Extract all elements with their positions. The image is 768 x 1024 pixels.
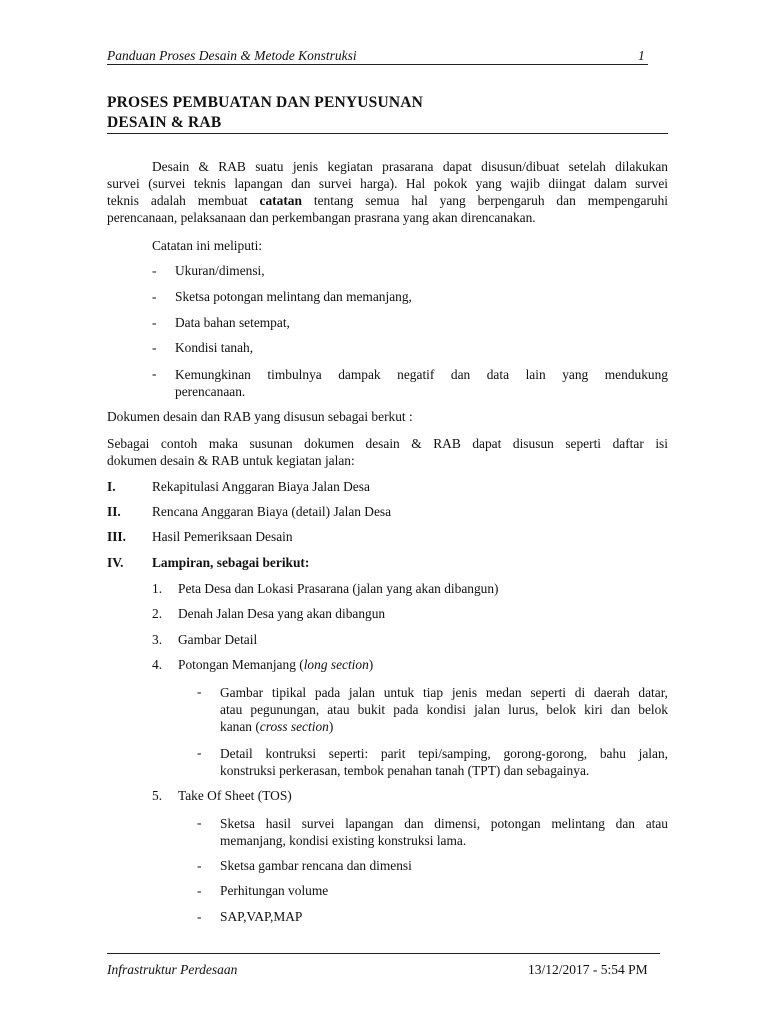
doc-intro: Dokumen desain dan RAB yang disusun sebagai berkut : xyxy=(107,409,413,424)
sub-item xyxy=(220,745,668,779)
footer-rule xyxy=(107,953,660,954)
note-item: Ukuran/dimensi, xyxy=(175,263,265,278)
numbered-item: Denah Jalan Desa yang akan dibangun xyxy=(178,606,386,621)
list-number: 4. xyxy=(152,657,163,672)
sub-item-line: memanjang, kondisi existing konstruksi lama. xyxy=(220,833,467,848)
sub-text: ) xyxy=(328,719,334,734)
sub-item: SAP,VAP,MAP xyxy=(220,909,303,924)
sub-item xyxy=(220,815,668,849)
sub-item: Sketsa gambar rencana dan dimensi xyxy=(220,858,412,873)
doc-title-line-1: PROSES PEMBUATAN DAN PENYUSUNAN xyxy=(107,94,424,111)
bullet-dash: - xyxy=(197,745,202,760)
sub-italic-text: cross section xyxy=(259,719,329,734)
numbered-item: Peta Desa dan Lokasi Prasarana (jalan yang akan dibangun) xyxy=(178,581,499,596)
sub-item-line: atau pegunungan, atau bukit pada kondisi jalan lurus, belok kiri dan belok xyxy=(220,702,668,717)
roman-numeral: III. xyxy=(107,529,126,544)
intro-paragraph xyxy=(107,158,668,226)
intro-line: perencanaan, pelaksanaan dan perkembangan prasrana yang akan direncanakan. xyxy=(107,210,536,225)
roman-numeral: IV. xyxy=(107,555,124,570)
list-number: 2. xyxy=(152,606,163,621)
bullet-dash: - xyxy=(197,815,202,830)
intro-bold-word: catatan xyxy=(259,193,302,208)
sub-item-line: Detail kontruksi seperti: parit tepi/samping, gorong-gorong, bahu jalan, xyxy=(220,746,668,761)
roman-item: Rencana Anggaran Biaya (detail) Jalan Desa xyxy=(152,504,392,519)
sub-item-line: Gambar tipikal pada jalan untuk tiap jenis medan seperti di daerah datar, xyxy=(220,685,668,700)
example-line: dokumen desain & RAB untuk kegiatan jalan: xyxy=(107,453,355,468)
note-item: Sketsa potongan melintang dan memanjang, xyxy=(175,289,412,304)
list-number: 5. xyxy=(152,788,163,803)
item-italic-text: long section xyxy=(303,657,369,672)
example-line: Sebagai contoh maka susunan dokumen desain & RAB dapat disusun seperti daftar isi xyxy=(107,436,668,451)
bullet-dash: - xyxy=(152,289,157,304)
bullet-dash: - xyxy=(197,909,202,924)
note-line: perencanaan. xyxy=(175,384,246,399)
roman-item: Lampiran, sebagai berikut: xyxy=(152,555,310,570)
header-rule xyxy=(107,64,648,65)
numbered-item: Gambar Detail xyxy=(178,632,258,647)
sub-text: kanan ( xyxy=(220,719,260,734)
item-text: Potongan Memanjang ( xyxy=(178,657,304,672)
sub-item-line xyxy=(220,718,668,735)
sub-item xyxy=(220,684,668,735)
list-number: 1. xyxy=(152,581,163,596)
bullet-dash: - xyxy=(152,315,157,330)
bullet-dash: - xyxy=(197,684,202,699)
bullet-dash: - xyxy=(197,858,202,873)
intro-line: survei (survei teknis lapangan dan survei harga). Hal pokok yang wajib diingat dalam survei xyxy=(107,176,668,191)
bullet-dash: - xyxy=(152,263,157,278)
roman-numeral: I. xyxy=(107,479,116,494)
footer-timestamp: 13/12/2017 - 5:54 PM xyxy=(528,962,648,977)
running-footer: Infrastruktur Perdesaan xyxy=(107,962,238,977)
numbered-item xyxy=(178,657,373,673)
bullet-dash: - xyxy=(152,366,157,381)
roman-numeral: II. xyxy=(107,504,121,519)
note-item: Data bahan setempat, xyxy=(175,315,290,330)
note-item xyxy=(175,366,668,400)
sub-item-line: Sketsa hasil survei lapangan dan dimensi, potongan melintang dan atau xyxy=(220,816,668,831)
sub-item: Perhitungan volume xyxy=(220,883,329,898)
intro-text: tentang semua hal yang berpengaruh dan mempengaruhi xyxy=(313,193,669,208)
example-paragraph xyxy=(107,435,668,469)
bullet-dash: - xyxy=(152,340,157,355)
title-rule xyxy=(107,133,668,134)
list-number: 3. xyxy=(152,632,163,647)
notes-intro: Catatan ini meliputi: xyxy=(152,238,263,253)
intro-line: Desain & RAB suatu jenis kegiatan prasarana dapat disusun/dibuat setelah dilakukan xyxy=(152,159,668,174)
roman-item: Hasil Pemeriksaan Desain xyxy=(152,529,293,544)
doc-title-line-2: DESAIN & RAB xyxy=(107,114,222,131)
bullet-dash: - xyxy=(197,883,202,898)
note-line: Kemungkinan timbulnya dampak negatif dan data lain yang mendukung xyxy=(175,367,668,382)
page-number: 1 xyxy=(638,48,645,63)
intro-line xyxy=(107,192,668,209)
running-header: Panduan Proses Desain & Metode Konstruksi xyxy=(107,48,357,63)
sub-item-line: konstruksi perkerasan, tembok penahan tanah (TPT) dan sebagainya. xyxy=(220,763,590,778)
numbered-item: Take Of Sheet (TOS) xyxy=(178,788,292,803)
roman-item: Rekapitulasi Anggaran Biaya Jalan Desa xyxy=(152,479,370,494)
intro-text: teknis adalah membuat xyxy=(107,193,248,208)
item-text: ) xyxy=(368,657,374,672)
note-item: Kondisi tanah, xyxy=(175,340,254,355)
